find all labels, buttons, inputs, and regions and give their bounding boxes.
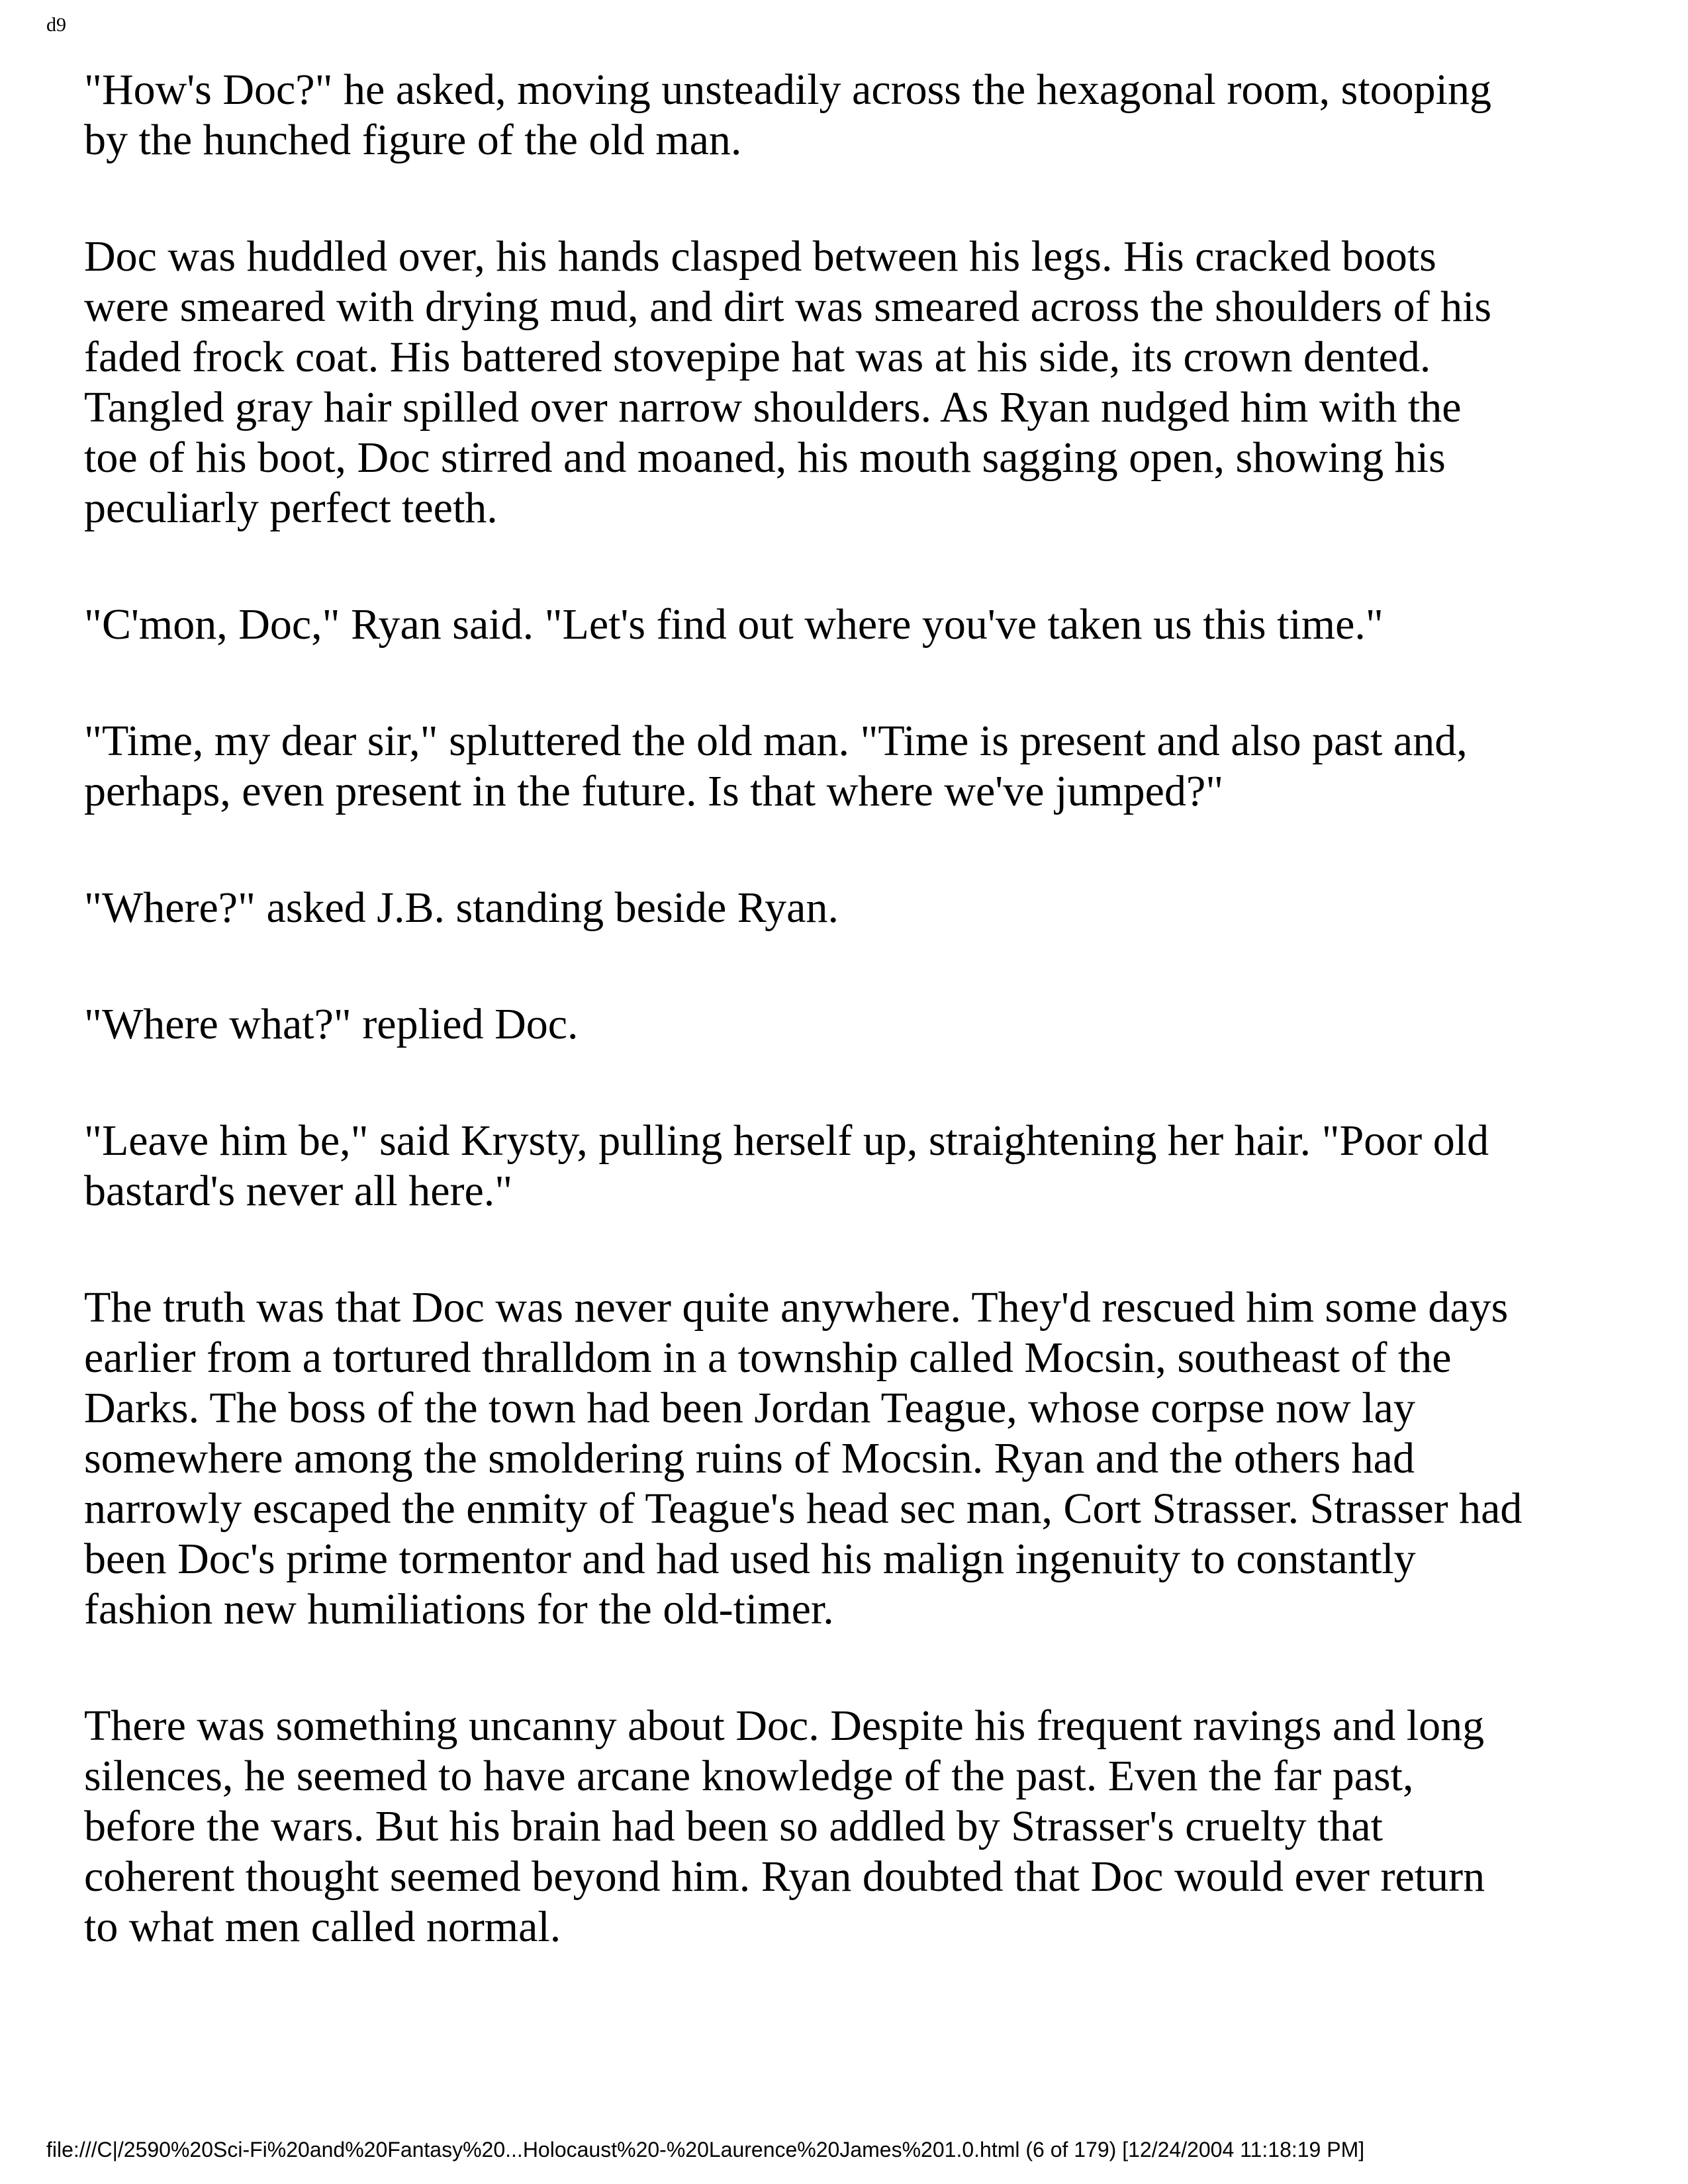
paragraph-4: "Time, my dear sir," spluttered the old man. "Time is present and also past and, perhaps, even present in the future. Is that where we've jumped?" (84, 717, 1468, 815)
paragraph-5: "Where?" asked J.B. standing beside Ryan. (84, 884, 839, 932)
paragraph-2: Doc was huddled over, his hands clasped between his legs. His cracked boots were smeared with drying mud, and dirt was smeared across the shoulders of his faded frock coat. His battered stovepipe hat was at his side, its crown dented. Tangled gray hair spilled over narrow shoulders. As Ryan nudged him with the toe of his boot, Doc stirred and moaned, his mouth sagging open, showing his peculiarly perfect teeth. (84, 232, 1492, 532)
paragraph-1: "How's Doc?" he asked, moving unsteadily across the hexagonal room, stooping by the hunched figure of the old man. (84, 66, 1492, 164)
document-body (84, 65, 1633, 2019)
paragraph-6: "Where what?" replied Doc. (84, 1000, 579, 1048)
page-footer-file-path: file:///C|/2590%20Sci-Fi%20and%20Fantasy%20...Holocaust%20-%20Laurence%20James%201.0.html (6 of 179) [12/24/2004 11:18:19 PM] (46, 2138, 1365, 2161)
paragraph-8: The truth was that Doc was never quite anywhere. They'd rescued him some days earlier from a tortured thralldom in a township called Mocsin, southeast of the Darks. The boss of the town had been Jordan Teague, whose corpse now lay somewhere among the smoldering ruins of Mocsin. Ryan and the others had narrowly escaped the enmity of Teague's head sec man, Cort Strasser. Strasser had been Doc's prime tormentor and had used his malign ingenuity to constantly fashion new humiliations for the old-timer. (84, 1283, 1523, 1633)
paragraph-3: "C'mon, Doc," Ryan said. "Let's find out where you've taken us this time." (84, 600, 1383, 649)
paragraph-9: There was something uncanny about Doc. Despite his frequent ravings and long silences, he seemed to have arcane knowledge of the past. Even the far past, before the wars. But his brain had been so addled by Strasser's cruelty that coherent thought seemed beyond him. Ryan doubted that Doc would ever return to what men called normal. (84, 1702, 1485, 1951)
page-header-label: d9 (46, 14, 66, 36)
paragraph-7: "Leave him be," said Krysty, pulling herself up, straightening her hair. "Poor old bastard's never all here." (84, 1116, 1489, 1215)
